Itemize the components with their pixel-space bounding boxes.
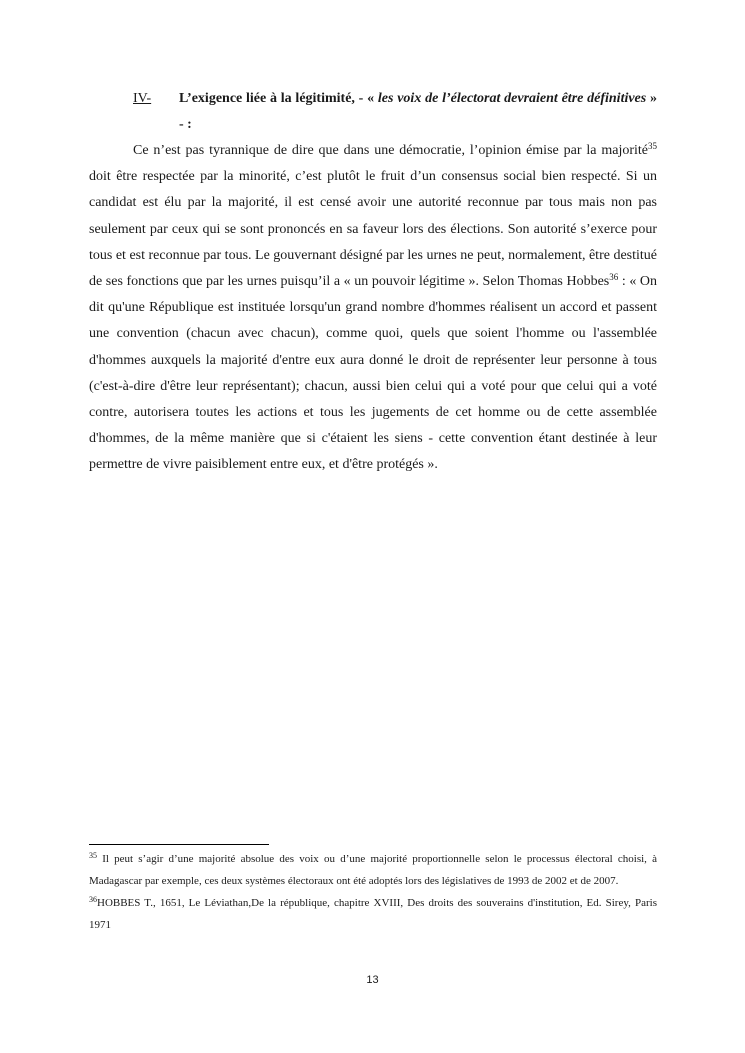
footnote-separator (89, 844, 269, 845)
footnotes (89, 848, 657, 936)
footnote-ref-35[interactable]: 35 (648, 141, 657, 151)
body-text-part: : « On dit qu'une République est instituée lorsqu'un grand nombre d'hommes réalisent un accord et passent une convention (chacun avec chacun), comme quoi, quels que soient l'homme ou l'assemblée d'hommes auxquels la majorité d'entre eux aura donné le droit de représenter leur personne à tous (c'est-à-dire d'être leur représentant); chacun, aussi bien celui qui a voté pour que celui qui a voté contre, autorisera toutes les actions et tous les jugements de cet homme ou de cette assemblée d'hommes, de la même manière que si c'étaient les siens - cette convention étant destinée à leur permettre de vivre paisiblement entre eux, et d'être protégés ». (89, 274, 658, 473)
footnote-text: Il peut s’agir d’une majorité absolue des voix ou d’une majorité proportionnelle selon le processus électoral choisi, à Madagascar par exemple, ces deux systèmes électoraux ont été adoptés lors des législatives de 1993 de 2002 et de 2007. (89, 853, 657, 887)
section-title-suffix: » - : (179, 91, 658, 132)
section-title (179, 86, 657, 138)
body-text (89, 138, 657, 479)
body-text-part: doit être respectée par la minorité, c’est plutôt le fruit d’un consensus social bien respecté. Si un candidat est élu par la majorité, il est censé avoir une autorité reconnue par tous mais non pas seulement par ceux qui se sont prononcés en sa faveur lors des élections. Son autorité s’exerce pour tous et est reconnue par tous. Le gouvernant désigné par les urnes ne peut, normalement, être destitué de ses fonctions que par les urnes puisqu’il a « un pouvoir légitime ». Selon Thomas Hobbes (89, 169, 657, 290)
body-text-part: Ce n’est pas tyrannique de dire que dans une démocratie, l’opinion émise par la majorité (133, 143, 648, 158)
footnote-mark: 35 (89, 851, 97, 860)
footnote-text: HOBBES T., 1651, Le Léviathan,De la république, chapitre XVIII, Des droits des souverains d'institution, Ed. Sirey, Paris 1971 (89, 897, 657, 931)
page-number: 13 (366, 974, 379, 986)
footnote-35 (89, 848, 657, 892)
footnote-36 (89, 892, 657, 936)
body-paragraph (89, 138, 657, 479)
section-title-prefix: L’exigence liée à la légitimité, - « (179, 91, 378, 106)
footnote-mark: 36 (89, 895, 97, 904)
section-number: IV- (133, 91, 152, 106)
section-title-quote: les voix de l’électorat devraient être définitives (377, 91, 647, 106)
footnote-ref-36[interactable]: 36 (609, 272, 619, 283)
